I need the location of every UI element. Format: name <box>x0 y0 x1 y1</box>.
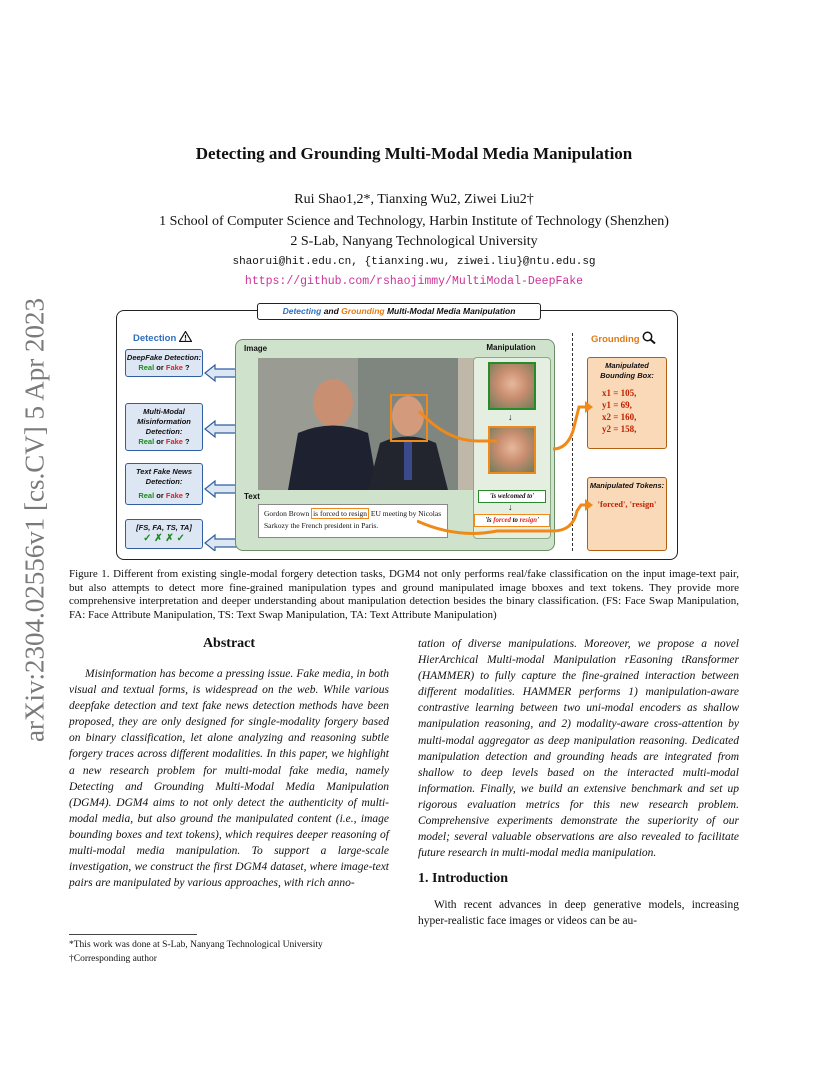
misinformation-detection-box: Multi-Modal Misinformation Detection: Real or Fake ? <box>125 403 203 451</box>
warning-icon <box>179 331 192 342</box>
figure-1 <box>116 306 678 560</box>
figure-caption: Figure 1. Different from existing single-modal forgery detection tasks, DGM4 not only performs real/fake classification on the input image-text pair, but also attempts to detect more fine-grained manipulation types and ground manipulated image bboxes and text tokens. They provide more comprehensive interpretation and deeper understanding about manipulation detection besides the binary classification. (FS: Face Swap Manipulation, FA: Face Attribute Manipulation, TS: Text Swap Manipulation, TA: Text Attribute Manipulation) <box>69 568 739 621</box>
introduction-paragraph: With recent advances in deep generative models, increasing hyper-realistic face images or videos can be au- <box>418 899 739 928</box>
orange-arrows <box>417 371 593 541</box>
figure-title-grounding: Grounding <box>341 306 385 316</box>
manipulation-label: Manipulation <box>486 343 536 352</box>
text-fake-news-detection-box: Text Fake News Detection: Real or Fake ? <box>125 463 203 505</box>
manipulated-bbox-box: Manipulated Bounding Box: x1 = 105, y1 = 69, x2 = 160, y2 = 158, <box>587 357 667 449</box>
text-label: Text <box>244 492 260 501</box>
affiliation-2: 2 S-Lab, Nanyang Technological University <box>290 234 538 249</box>
magnifier-icon <box>642 331 656 344</box>
left-column <box>69 636 389 891</box>
manipulated-token-box: 'is forced to resign' <box>474 514 550 527</box>
introduction-heading: 1. Introduction <box>418 871 508 887</box>
news-text-box: Gordon Brown is forced to resign EU meeting by Nicolas Sarkozy the French president in Paris. <box>258 504 448 538</box>
image-label: Image <box>244 344 268 353</box>
abstract-heading: Abstract <box>202 636 256 651</box>
figure-title-and: and <box>321 306 342 316</box>
figure-title-detecting: Detecting <box>282 306 322 316</box>
detection-label: Detection <box>133 331 192 344</box>
abstract-paragraph: Misinformation has become a pressing issue. Fake media, in both visual and textual forms, is widespread on the web. While various deepfake detection and text fake news detection methods have been proposed, they are only designed for single-modality forgery based on binary classification, let alone analyzing and reasoning subtle forgery traces across different modalities. In this paper, we highlight a new research problem for multi-modal fake media, namely Detecting and Grounding Multi-Modal Media Manipulation (DGM4). DGM4 aims to not only detect the authenticity of multi-modal media, but also ground the manipulated content (i.e., image bounding boxes and text tokens), which requires deeper reasoning of multi-modal media manipulation. To support a large-scale investigation, we construct the first DGM4 dataset, where image-text pairs are manipulated by various approaches, with rich anno- <box>69 668 389 890</box>
type-marks: ✓ ✗ ✗ ✓ <box>143 533 185 544</box>
affiliation-1: 1 School of Computer Science and Technology, Harbin Institute of Technology (Shenzhen) <box>159 214 669 229</box>
manipulated-tokens-box: Manipulated Tokens: 'forced', 'resign' <box>587 477 667 551</box>
right-column <box>418 636 739 930</box>
footnote-rule <box>69 934 197 935</box>
abstract-paragraph-continued: tation of diverse manipulations. Moreover, we propose a novel HierArchical Multi-modal Manipulation rEasoning tRansformer (HAMMER) to fully capture the fine-grained interaction between different modalities. HAMMER performs 1) manipulation-aware contrastive learning between two uni-modal encoders as shallow manipulation reasoning, and 2) modality-aware cross-attention by multi-modal aggregator as deep manipulation reasoning. Dedicated manipulation detection and grounding heads are integrated from shallow to deep levels based on the interacted multi-modal information. Finally, we build an extensive benchmark and set up rigorous evaluation metrics for this new research problem. Comprehensive experiments demonstrate the superiority of our model; several valuable observations are also revealed to facilitate future research in multi-modal media manipulation. <box>418 638 739 860</box>
figure-title <box>257 303 541 320</box>
github-link[interactable]: https://github.com/rshaojimmy/MultiModal-DeepFake <box>244 275 584 288</box>
down-arrow-icon: ↓ <box>508 502 513 512</box>
blue-arrows <box>203 361 239 551</box>
down-arrow-icon: ↓ <box>508 412 513 422</box>
deepfake-detection-box: DeepFake Detection: Real or Fake ? <box>125 349 203 377</box>
arxiv-stamp: arXiv:2304.02556v1 [cs.CV] 5 Apr 2023 <box>19 298 50 742</box>
footnote-1: *This work was done at S-Lab, Nanyang Technological University <box>69 940 323 950</box>
author-list: Rui Shao1,2*, Tianxing Wu2, Ziwei Liu2† <box>294 192 534 207</box>
paper-title: Detecting and Grounding Multi-Modal Media Manipulation <box>195 144 633 163</box>
original-token-box: 'is welcomed to' <box>478 490 546 503</box>
manipulation-type-box: [FS, FA, TS, TA] ✓ ✗ ✗ ✓ <box>125 519 203 549</box>
figure-title-rest: Multi-Modal Media Manipulation <box>384 306 516 316</box>
manipulated-text-span: is forced to resign <box>313 509 368 518</box>
footnote-2: †Corresponding author <box>69 954 157 964</box>
grounding-label: Grounding <box>591 331 656 345</box>
author-emails: shaorui@hit.edu.cn, {tianxing.wu, ziwei.liu}@ntu.edu.sg <box>232 256 596 268</box>
